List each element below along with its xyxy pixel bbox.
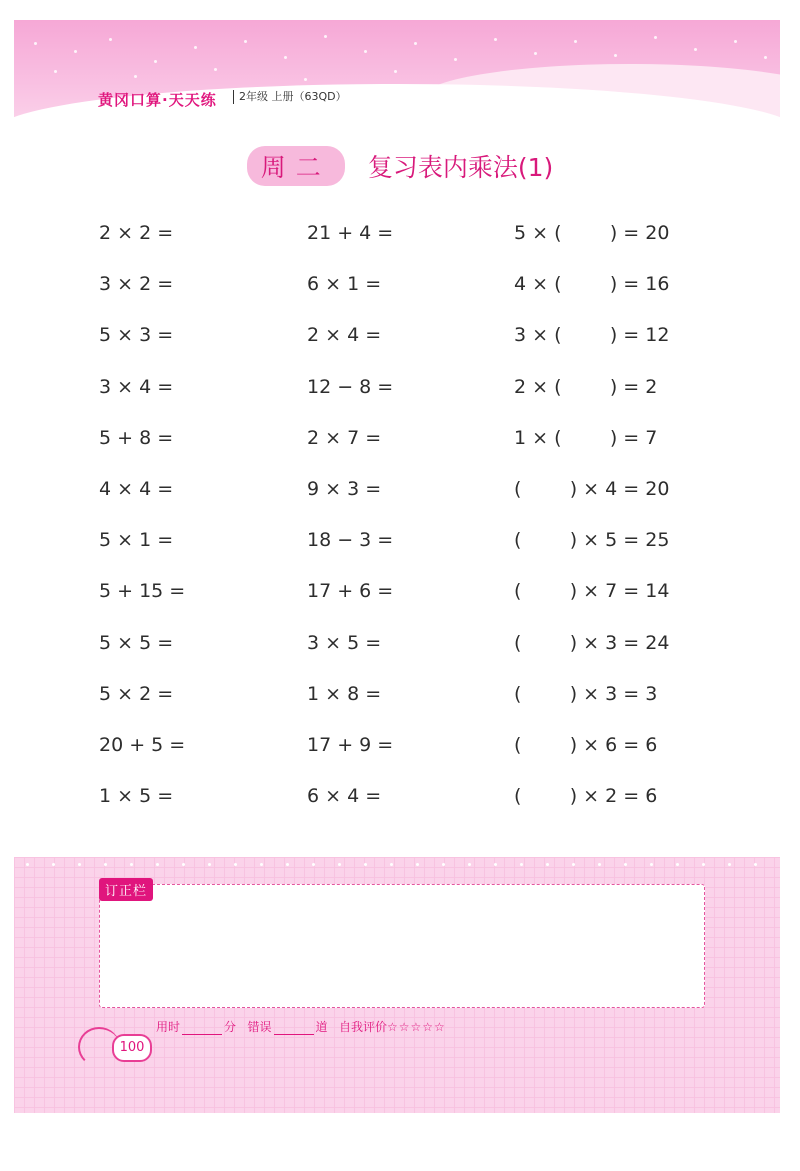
problem-row	[0, 785, 800, 825]
math-problem[interactable]: 17 + 6 =	[307, 580, 394, 603]
dot	[572, 863, 575, 866]
math-problem[interactable]: 1 × 5 =	[99, 785, 174, 808]
dot	[694, 48, 697, 51]
dot	[414, 42, 417, 45]
correction-box[interactable]	[99, 884, 705, 1008]
math-problem[interactable]: 2 × 4 =	[307, 324, 382, 347]
math-problem[interactable]: ( ) × 4 = 20	[514, 478, 670, 500]
dot	[338, 863, 341, 866]
problem-row	[0, 273, 800, 313]
math-problem[interactable]: 3 × ( ) = 12	[514, 324, 670, 347]
star-rating-icon[interactable]: ☆☆☆☆☆	[386, 1020, 446, 1034]
dot	[654, 36, 657, 39]
dot	[214, 68, 217, 71]
dot	[134, 75, 137, 78]
minutes-label: 分	[224, 1020, 237, 1034]
problem-row	[0, 376, 800, 416]
dot	[754, 863, 757, 866]
dot	[304, 78, 307, 81]
dot	[34, 42, 37, 45]
math-problem[interactable]: ( ) × 6 = 6	[514, 734, 658, 756]
problem-row	[0, 222, 800, 262]
grade-label: 2年级 上册（63QD）	[233, 90, 347, 104]
math-problem[interactable]: 4 × ( ) = 16	[514, 273, 670, 296]
brand-title: 黄冈口算·天天练	[98, 91, 217, 109]
decorative-dots	[14, 857, 780, 877]
math-problem[interactable]: 5 × 2 =	[99, 682, 174, 705]
dot	[194, 46, 197, 49]
dot	[74, 50, 77, 53]
errors-blank[interactable]	[274, 1022, 314, 1035]
math-problem[interactable]: 4 × 4 =	[99, 478, 174, 500]
dot	[416, 863, 419, 866]
dot	[154, 60, 157, 63]
day-badge: 周二	[247, 146, 345, 186]
dot	[286, 863, 289, 866]
dot	[728, 863, 731, 866]
dot	[364, 50, 367, 53]
math-problem[interactable]: 17 + 9 =	[307, 734, 394, 756]
dot	[109, 38, 112, 41]
dot	[208, 863, 211, 866]
math-problem[interactable]: 3 × 2 =	[99, 273, 174, 296]
math-problem[interactable]: 9 × 3 =	[307, 478, 382, 500]
dot	[468, 863, 471, 866]
dot	[324, 35, 327, 38]
dot	[52, 863, 55, 866]
math-problem[interactable]: 2 × 2 =	[99, 222, 174, 244]
count-label: 道	[315, 1020, 328, 1034]
dot	[78, 863, 81, 866]
math-problem[interactable]: ( ) × 2 = 6	[514, 785, 658, 808]
math-problem[interactable]: 2 × 7 =	[307, 426, 382, 449]
math-problem[interactable]: 20 + 5 =	[99, 734, 186, 756]
problem-row	[0, 734, 800, 774]
math-problem[interactable]: 5 × 1 =	[99, 529, 174, 552]
problem-row	[0, 324, 800, 364]
dot	[244, 40, 247, 43]
math-problem[interactable]: 2 × ( ) = 2	[514, 375, 658, 398]
math-problem[interactable]: 3 × 4 =	[99, 375, 174, 398]
correction-label: 订正栏	[99, 878, 153, 901]
dot	[260, 863, 263, 866]
math-problem[interactable]: 5 × 5 =	[99, 631, 174, 654]
math-problem[interactable]: 12 − 8 =	[307, 375, 394, 398]
dot	[676, 863, 679, 866]
math-problem[interactable]: 1 × 8 =	[307, 682, 382, 705]
problem-row	[0, 529, 800, 569]
problem-row	[0, 427, 800, 467]
self-eval-label: 自我评价	[338, 1020, 387, 1034]
math-problem[interactable]: 1 × ( ) = 7	[514, 426, 658, 449]
dot	[764, 56, 767, 59]
dot	[454, 58, 457, 61]
problem-row	[0, 580, 800, 620]
dot	[442, 863, 445, 866]
dot	[734, 40, 737, 43]
math-problem[interactable]: 6 × 4 =	[307, 785, 382, 808]
math-problem[interactable]: 5 × 3 =	[99, 324, 174, 347]
dot	[546, 863, 549, 866]
dot	[494, 863, 497, 866]
dot	[394, 70, 397, 73]
math-problem[interactable]: 5 + 15 =	[99, 580, 186, 603]
dot	[574, 40, 577, 43]
footer-stats	[156, 1018, 446, 1035]
dot	[182, 863, 185, 866]
math-problem[interactable]: ( ) × 3 = 24	[514, 631, 670, 654]
problem-row	[0, 478, 800, 518]
dot	[234, 863, 237, 866]
dot	[284, 56, 287, 59]
dot	[54, 70, 57, 73]
time-blank[interactable]	[182, 1022, 222, 1035]
math-problem[interactable]: 5 + 8 =	[99, 426, 174, 449]
dot	[364, 863, 367, 866]
dot	[494, 38, 497, 41]
problem-row	[0, 632, 800, 672]
dot	[130, 863, 133, 866]
dot	[598, 863, 601, 866]
lesson-title: 复习表内乘法(1)	[367, 153, 554, 182]
time-label: 用时	[156, 1020, 181, 1034]
page-number: 100	[112, 1034, 152, 1062]
math-problem[interactable]: 6 × 1 =	[307, 273, 382, 296]
math-problem[interactable]: 21 + 4 =	[307, 222, 394, 244]
dot	[104, 863, 107, 866]
math-problem[interactable]: 18 − 3 =	[307, 529, 394, 552]
errors-label: 错误	[247, 1020, 272, 1034]
dot	[520, 863, 523, 866]
page-title	[0, 146, 800, 186]
dot	[390, 863, 393, 866]
math-problem[interactable]: 3 × 5 =	[307, 631, 382, 654]
problem-row	[0, 683, 800, 723]
math-problem[interactable]: 5 × ( ) = 20	[514, 222, 670, 244]
dot	[26, 863, 29, 866]
dot	[534, 52, 537, 55]
dot	[702, 863, 705, 866]
dot	[156, 863, 159, 866]
dot	[624, 863, 627, 866]
dot	[312, 863, 315, 866]
math-problem[interactable]: ( ) × 7 = 14	[514, 580, 670, 603]
math-problem[interactable]: ( ) × 5 = 25	[514, 529, 670, 552]
dot	[614, 54, 617, 57]
dot	[650, 863, 653, 866]
math-problem[interactable]: ( ) × 3 = 3	[514, 682, 658, 705]
